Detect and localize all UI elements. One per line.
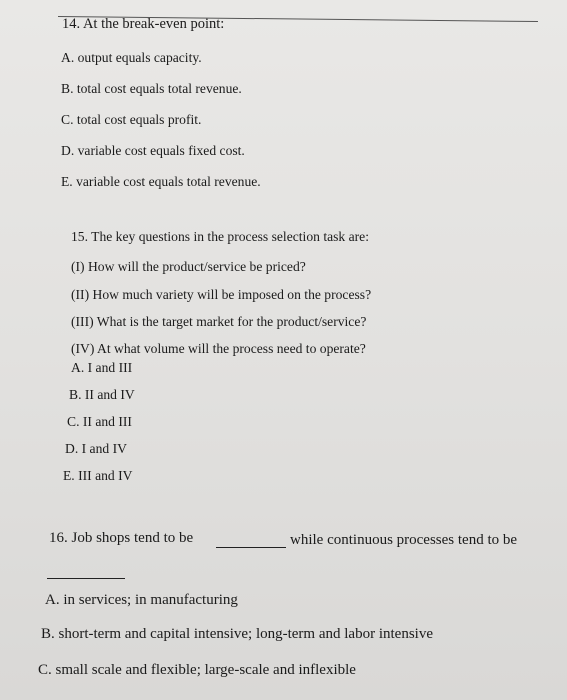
q15-item-2: (II) How much variety will be imposed on the process?: [71, 287, 372, 302]
q14-option-e: E. variable cost equals total revenue.: [61, 174, 261, 189]
q16-option-a: A. in services; in manufacturing: [45, 592, 238, 608]
q14-option-b: B. total cost equals total revenue.: [61, 81, 242, 96]
q16-blank-1: [216, 546, 286, 548]
q15-option-a: A. I and III: [71, 360, 133, 375]
q15-option-c: C. II and III: [67, 414, 132, 429]
q15-option-d: D. I and IV: [65, 441, 127, 456]
q14-option-c: C. total cost equals profit.: [61, 112, 202, 127]
q14-option-d: D. variable cost equals fixed cost.: [61, 143, 245, 158]
q15-option-b: B. II and IV: [69, 387, 135, 402]
q16-blank-2: [47, 577, 125, 579]
q15-option-e: E. III and IV: [63, 468, 133, 483]
q16-stem-part2: while continuous processes tend to be: [290, 532, 518, 548]
q15-item-1: (I) How will the product/service be priced?: [71, 259, 306, 274]
q15-item-3: (III) What is the target market for the product/service?: [71, 314, 367, 329]
q16-stem-part1: 16. Job shops tend to be: [49, 530, 194, 546]
q16-option-c: C. small scale and flexible; large-scale and inflexible: [38, 662, 356, 678]
q14-stem: 14. At the break-even point:: [62, 16, 225, 32]
q14-option-a: A. output equals capacity.: [61, 50, 202, 65]
q15-item-4: (IV) At what volume will the process need to operate?: [71, 341, 366, 356]
q16-option-b: B. short-term and capital intensive; long-term and labor intensive: [41, 626, 433, 642]
q15-stem: 15. The key questions in the process selection task are:: [71, 229, 369, 244]
